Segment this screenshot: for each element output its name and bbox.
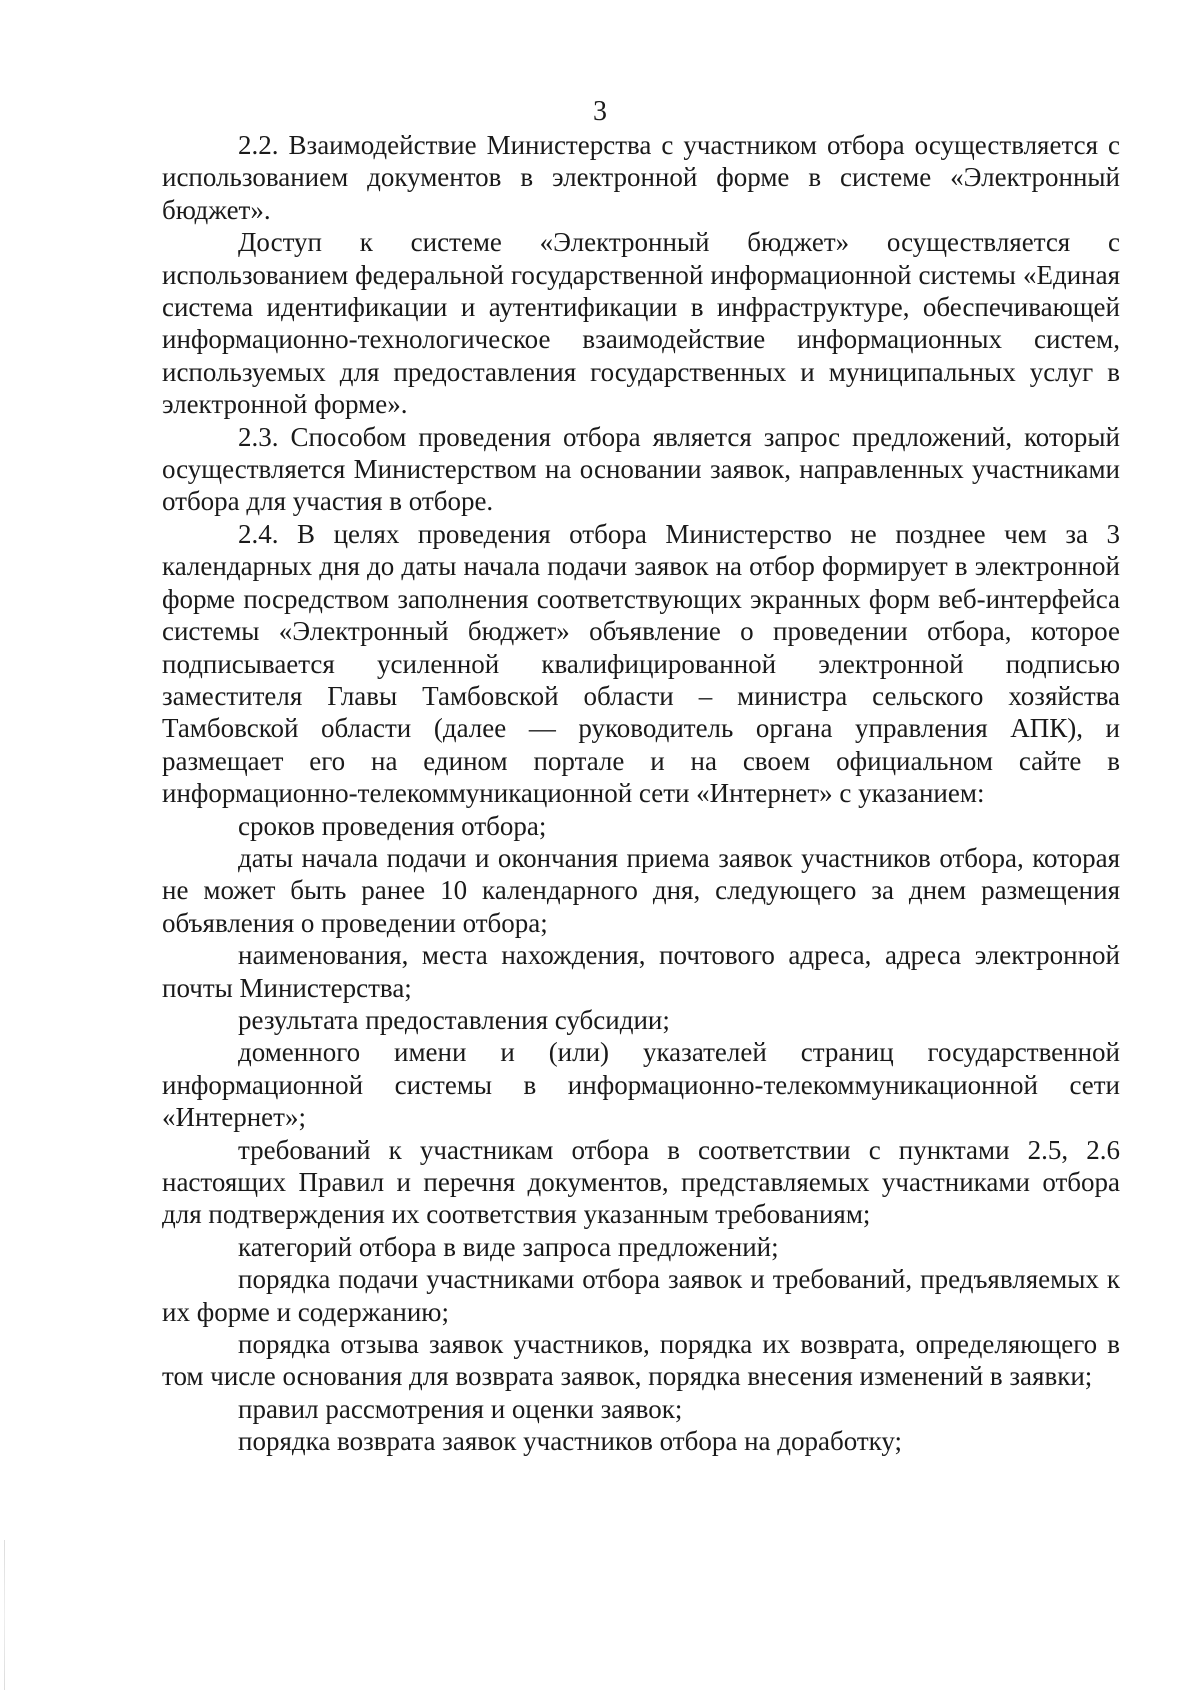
list-item-terms: сроков проведения отбора; xyxy=(238,810,547,841)
scan-edge-mark xyxy=(4,1540,5,1690)
paragraph-2-2: 2.2. Взаимодействие Министерства с участником отбора осуществляется с использованием документов в электронной форме в системе «Электронный бюджет». xyxy=(162,130,1120,225)
paragraph-2-4: 2.4. В целях проведения отбора Министерство не позднее чем за 3 календарных дня до даты начала подачи заявок на отбор формирует в электронной форме посредством заполнения соответствующих экранных форм веб-интерфейса системы «Электронный бюджет» объявление о проведении отбора, которое подписывается усиленной квалифицированной электронной подписью заместителя Главы Тамбовской области – министра сельского хозяйства Тамбовской области (далее — руководитель органа управления АПК), и размещает его на едином портале и на своем официальном сайте в информационно-телекоммуникационной сети «Интернет» с указанием: xyxy=(162,518,1120,809)
list-item-domain: доменного имени и (или) указателей страниц государственной информационной системы в информационно-телекоммуникационной сети «Интернет»; xyxy=(162,1037,1120,1133)
list-item-return-for-revision: порядка возврата заявок участников отбора на доработку; xyxy=(238,1426,903,1457)
paragraph-2-3: 2.3. Способом проведения отбора является запрос предложений, который осуществляется Министерством на основании заявок, направленных участниками отбора для участия в отборе. xyxy=(162,421,1120,517)
list-item-result: результата предоставления субсидии; xyxy=(238,1004,670,1035)
list-item-categories: категорий отбора в виде запроса предложений; xyxy=(238,1231,779,1262)
list-item-review-rules: правил рассмотрения и оценки заявок; xyxy=(238,1393,683,1424)
list-item-withdrawal: порядка отзыва заявок участников, порядка их возврата, определяющего в том числе основания для возврата заявок, порядка внесения изменений в заявки; xyxy=(162,1329,1120,1392)
list-item-submission: порядка подачи участниками отбора заявок и требований, предъявляемых к их форме и содержанию; xyxy=(162,1264,1120,1327)
list-item-requirements: требований к участникам отбора в соответствии с пунктами 2.5, 2.6 настоящих Правил и перечня документов, представляемых участниками отбора для подтверждения их соответствия указанным требованиям; xyxy=(162,1134,1120,1230)
list-item-ministry-contacts: наименования, места нахождения, почтового адреса, адреса электронной почты Министерства; xyxy=(162,940,1120,1003)
paragraph-access: Доступ к системе «Электронный бюджет» осуществляется с использованием федеральной государственной информационной системы «Единая система идентификации и аутентификации в инфраструктуре, обеспечивающей информационно-технологическое взаимодействие информационных систем, используемых для предоставления государственных и муниципальных услуг в электронной форме». xyxy=(162,227,1120,420)
document-body xyxy=(162,129,1120,1458)
page-number: 3 xyxy=(593,96,607,127)
list-item-dates: даты начала подачи и окончания приема заявок участников отбора, которая не может быть ранее 10 календарного дня, следующего за днем размещения объявления о проведении отбора; xyxy=(162,842,1120,938)
